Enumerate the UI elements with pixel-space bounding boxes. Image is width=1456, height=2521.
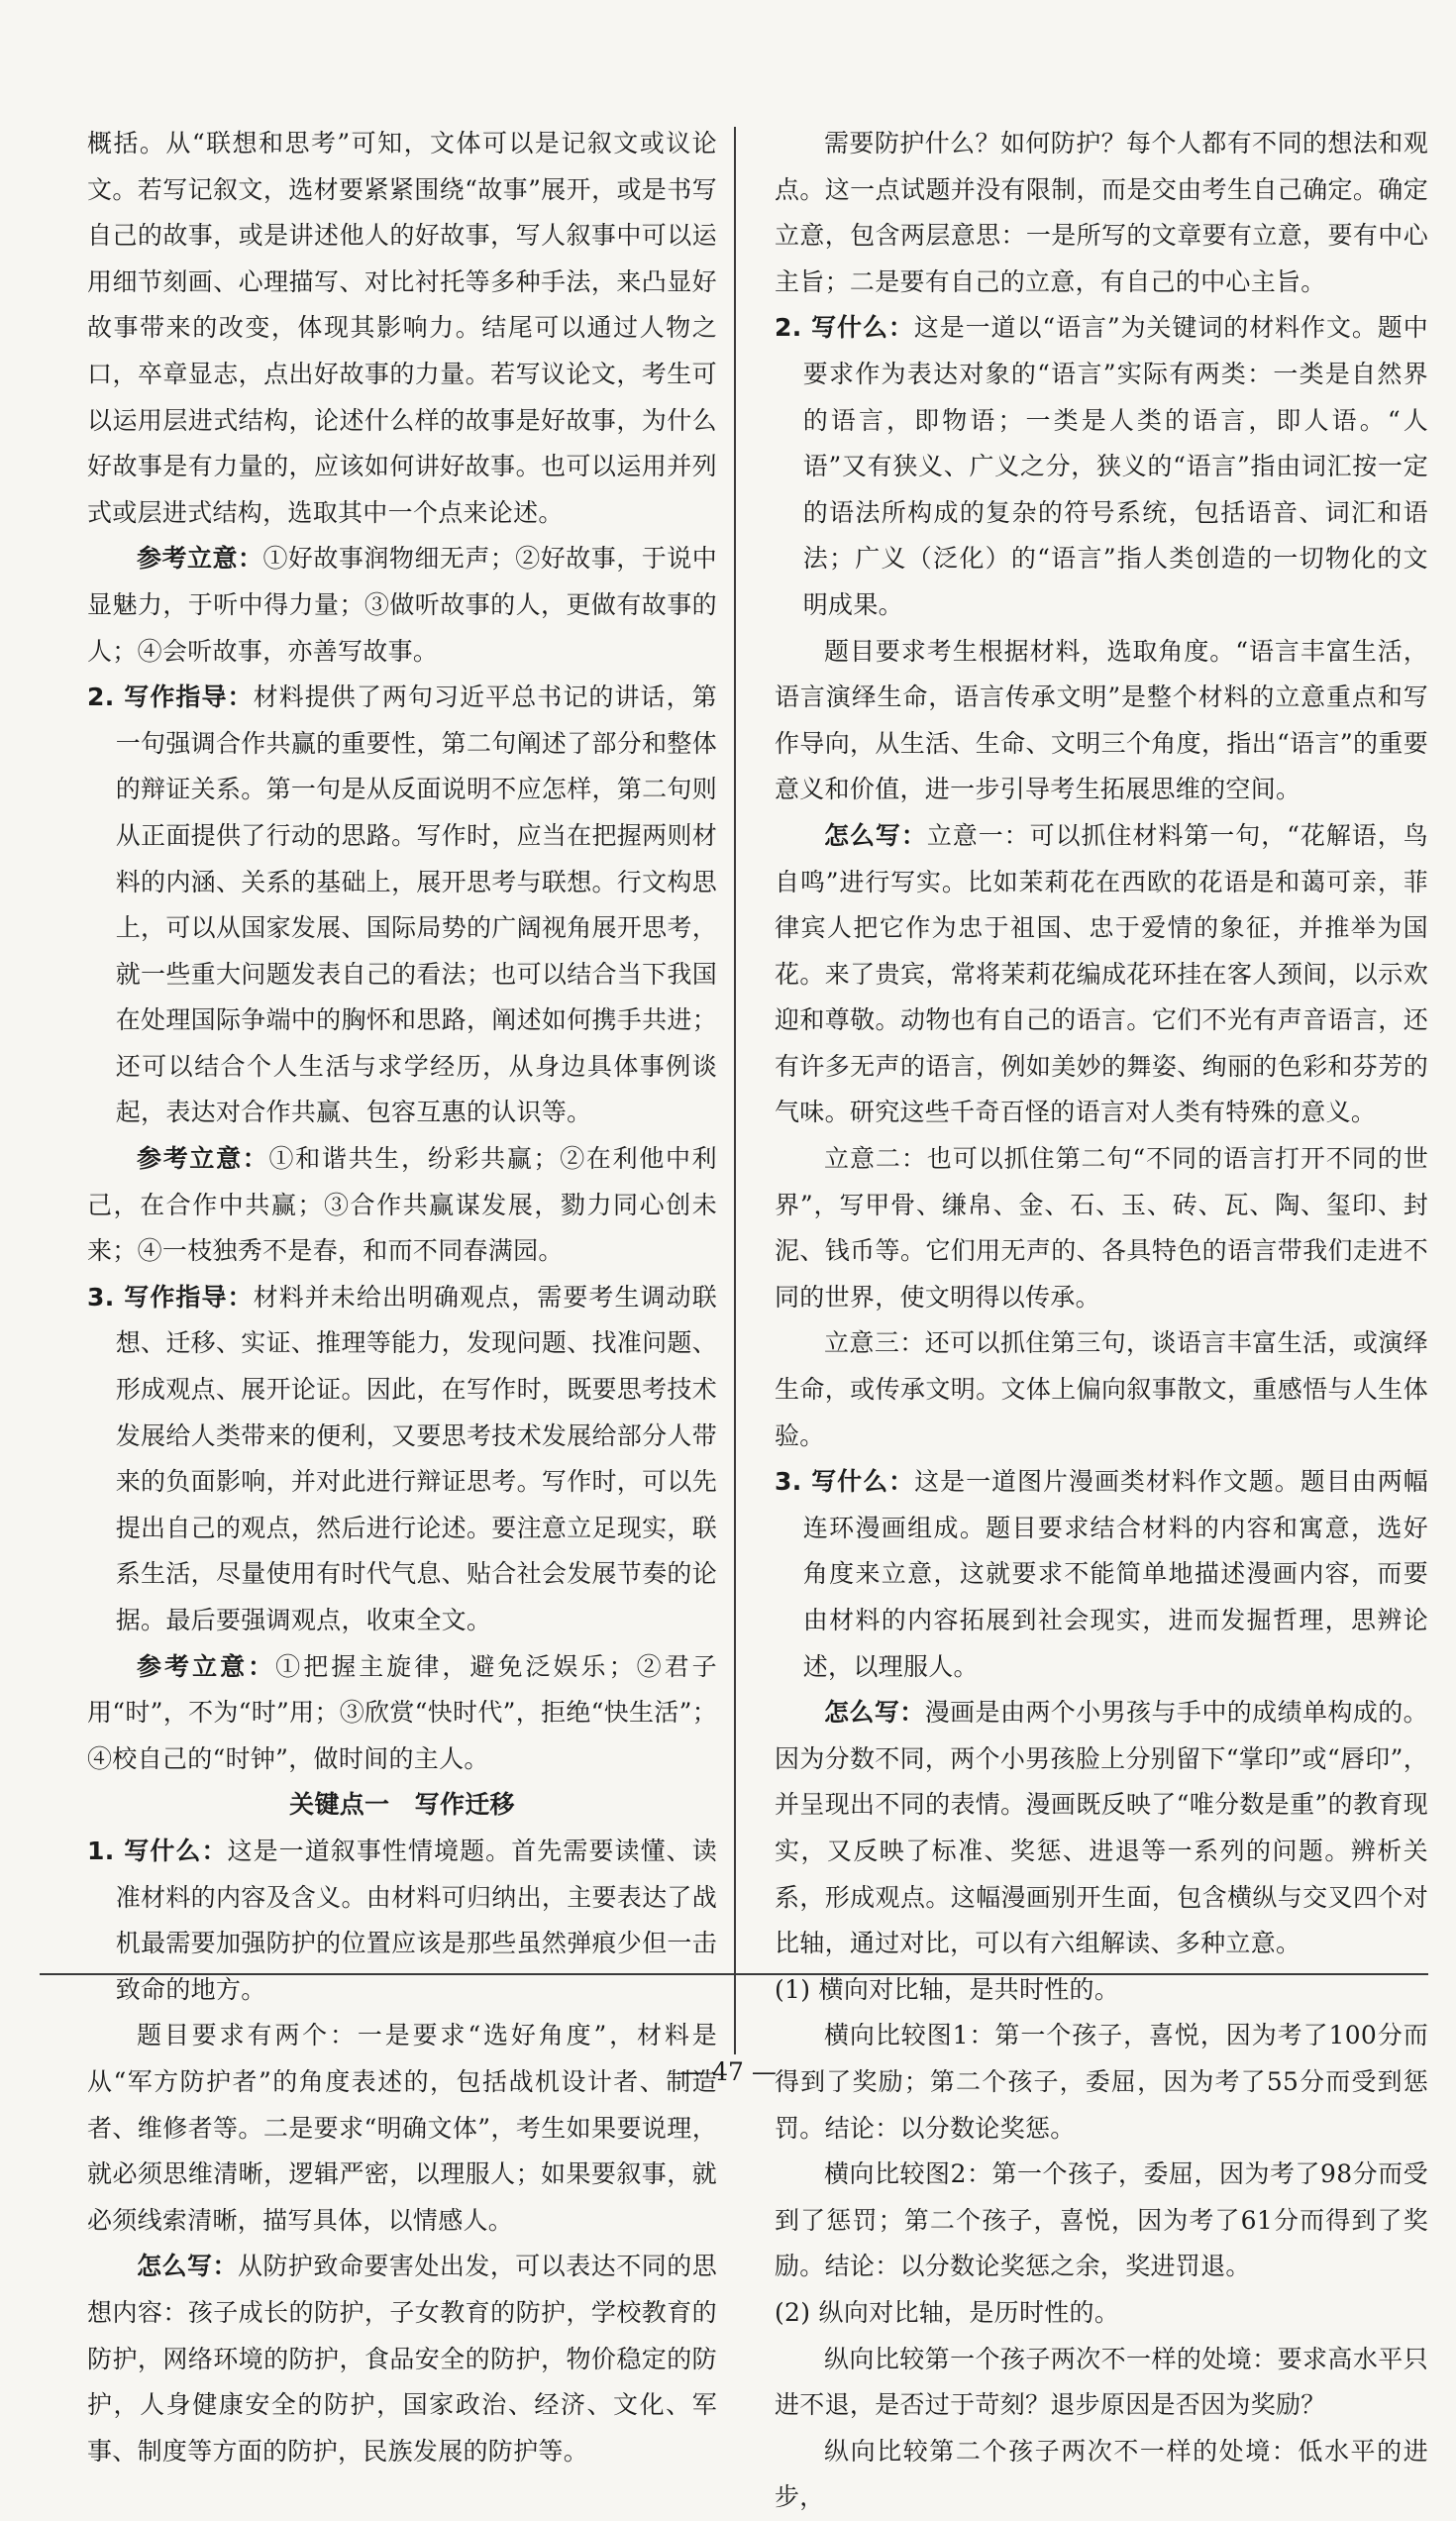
paragraph-text: 横向比较图1：第一个孩子，喜悦，因为考了100分而得到了奖励；第二个孩子，委屈，因为考了55分而受到惩罚。结论：以分数论奖惩。 — [775, 2021, 1428, 2143]
paragraph — [775, 1136, 1428, 1320]
paragraph — [775, 1459, 1428, 1690]
paragraph — [87, 675, 717, 1136]
item-number: 2. — [87, 683, 125, 712]
paragraph-text: (1) 横向对比轴，是共时性的。 — [775, 1974, 1120, 2004]
paragraph-text: 这是一道以“语言”为关键词的材料作文。题中要求作为表达对象的“语言”实际有两类：一类是自然界的语言，即物语；一类是人类的语言，即人语。“人语”又有狭义、广义之分，狭义的“语言”指由词汇按一定的语法所构成的复杂的符号系统，包括语音、词汇和语法；广义（泛化）的“语言”指人类创造的一切物化的文明成果。 — [802, 313, 1428, 619]
paragraph-text: 立意一：可以抓住材料第一句，“花解语，鸟自鸣”进行写实。比如茉莉花在西欧的花语是和蔼可亲，菲律宾人把它作为忠于祖国、忠于爱情的象征，并推举为国花。来了贵宾，常将茉莉花编成花环挂在客人颈间，以示欢迎和尊敬。动物也有自己的语言。它们不光有声音语言，还有许多无声的语言，例如美妙的舞姿、绚丽的色彩和芬芳的气味。研究这些千奇百怪的语言对人类有特殊的意义。 — [775, 820, 1428, 1127]
page-number: — 47 — — [679, 2057, 777, 2086]
paragraph — [775, 813, 1428, 1136]
paragraph — [775, 1320, 1428, 1459]
keyword-label: 参考立意： — [137, 544, 263, 574]
paragraph — [87, 2244, 717, 2474]
paragraph-text: 这是一道图片漫画类材料作文题。题目由两幅连环漫画组成。题目要求结合材料的内容和寓意，选好角度来立意，这就要求不能简单地描述漫画内容，而要由材料的内容拓展到社会现实，进而发掘哲理，思辨论述，以理服人。 — [802, 1467, 1429, 1681]
paragraph-text: 材料提供了两句习近平总书记的讲话，第一句强调合作共赢的重要性，第二句阐述了部分和整体的辩证关系。第一句是从反面说明不应怎样，第二句则从正面提供了行动的思路。写作时，应当在把握两则材料的内涵、关系的基础上，展开思考与联想。行文构思上，可以从国家发展、国际局势的广阔视角展开思考，就一些重大问题发表自己的看法；也可以结合当下我国在处理国际争端中的胸怀和思路，阐述如何携手共进；还可以结合个人生活与求学经历，从身边具体事例谈起，表达对合作共赢、包容互惠的认识等。 — [115, 683, 717, 1127]
item-number: 1. — [87, 1836, 125, 1865]
paragraph — [87, 2013, 717, 2244]
paragraph-text: 概括。从“联想和思考”可知，文体可以是记叙文或议论文。若写记叙文，选材要紧紧围绕“故事”展开，或是书写自己的故事，或是讲述他人的好故事，写人叙事中可以运用细节刻画、心理描写、对比衬托等多种手法，来凸显好故事带来的改变，体现其影响力。结尾可以通过人物之口，卒章显志，点出好故事的力量。若写议论文，考生可以运用层进式结构，论述什么样的故事是好故事，为什么好故事是有力量的，应该如何讲好故事。也可以运用并列式或层进式结构，选取其中一个点来论述。 — [87, 129, 717, 527]
paragraph — [775, 629, 1428, 813]
keyword-label: 参考立意： — [137, 1651, 276, 1681]
paragraph-text: 这是一道叙事性情境题。首先需要读懂、读准材料的内容及含义。由材料可归纳出，主要表达了战机最需要加强防护的位置应该是那些虽然弹痕少但一击致命的地方。 — [115, 1836, 718, 2004]
keyword-label: 怎么写： — [824, 820, 927, 850]
keyword-label: 写什么： — [124, 1836, 228, 1865]
bottom-rule — [40, 1973, 1428, 1975]
paragraph — [87, 536, 717, 675]
paragraph — [775, 2152, 1428, 2290]
keyword-label: 怎么写： — [137, 2252, 238, 2281]
paragraph-text: 题目要求考生根据材料，选取角度。“语言丰富生活，语言演绎生命，语言传承文明”是整个材料的立意重点和写作导向，从生活、生命、文明三个角度，指出“语言”的重要意义和价值，进一步引导考生拓展思维的空间。 — [775, 636, 1428, 804]
paragraph-text: ①和谐共生，纷彩共赢；②在利他中利己，在合作中共赢；③合作共赢谋发展，勠力同心创未来；④一枝独秀不是春，和而不同春满园。 — [87, 1144, 717, 1266]
right-column — [775, 121, 1428, 2521]
keyword-label: 写什么： — [811, 1467, 915, 1497]
paragraph — [87, 1275, 717, 1644]
column-divider — [734, 127, 736, 2054]
paragraph-text: 关键点一 写作迁移 — [289, 1790, 515, 1820]
keyword-label: 写什么： — [811, 313, 914, 343]
paragraph — [775, 121, 1428, 305]
paragraph — [87, 121, 717, 536]
paragraph — [775, 1690, 1428, 1967]
paragraph — [775, 2429, 1428, 2521]
paragraph-text: ①把握主旋律，避免泛娱乐；②君子用“时”，不为“时”用；③欣赏“快时代”，拒绝“快生活”；④校自己的“时钟”，做时间的主人。 — [87, 1651, 717, 1773]
keyword-label: 写作指导： — [124, 683, 254, 712]
section-heading — [87, 1782, 717, 1829]
item-number: 3. — [87, 1282, 125, 1312]
item-number: 3. — [775, 1467, 812, 1497]
paragraph-text: 纵向比较第二个孩子两次不一样的处境：低水平的进步， — [775, 2436, 1428, 2512]
paragraph-text: 纵向比较第一个孩子两次不一样的处境：要求高水平只进不退，是否过于苛刻？退步原因是否因为奖励？ — [775, 2344, 1428, 2420]
paragraph — [87, 1136, 717, 1275]
paragraph-text: 需要防护什么？如何防护？每个人都有不同的想法和观点。这一点试题并没有限制，而是交由考生自己确定。确定立意，包含两层意思：一是所写的文章要有立意，要有中心主旨；二是要有自己的立意，有自己的中心主旨。 — [775, 129, 1428, 296]
paragraph-text: ①好故事润物细无声；②好故事，于说中显魅力，于听中得力量；③做听故事的人，更做有故事的人；④会听故事，亦善写故事。 — [87, 544, 717, 666]
left-column — [87, 121, 717, 2474]
paragraph — [775, 2337, 1428, 2429]
keyword-label: 写作指导： — [124, 1282, 254, 1312]
paragraph-text: 题目要求有两个：一是要求“选好角度”，材料是从“军方防护者”的角度表述的，包括战机设计者、制造者、维修者等。二是要求“明确文体”，考生如果要说理，就必须思维清晰，逻辑严密，以理服人；如果要叙事，就必须线索清晰，描写具体，以情感人。 — [87, 2021, 717, 2235]
paragraph-text: 横向比较图2：第一个孩子，委屈，因为考了98分而受到了惩罚；第二个孩子，喜悦，因为考了61分而得到了奖励。结论：以分数论奖惩之余，奖进罚退。 — [775, 2159, 1428, 2281]
paragraph — [775, 305, 1428, 628]
paragraph-text: 漫画是由两个小男孩与手中的成绩单构成的。因为分数不同，两个小男孩脸上分别留下“掌印”或“唇印”，并呈现出不同的表情。漫画既反映了“唯分数是重”的教育现实，又反映了标准、奖惩、进退等一系列的问题。辨析关系，形成观点。这幅漫画别开生面，包含横纵与交叉四个对比轴，通过对比，可以有六组解读、多种立意。 — [775, 1698, 1428, 1958]
paragraph-text: (2) 纵向对比轴，是历时性的。 — [775, 2297, 1120, 2327]
paragraph — [87, 1829, 717, 2013]
keyword-label: 怎么写： — [824, 1698, 925, 1728]
paragraph-text: 立意二：也可以抓住第二句“不同的语言打开不同的世界”，写甲骨、缣帛、金、石、玉、砖、瓦、陶、玺印、封泥、钱币等。它们用无声的、各具特色的语言带我们走进不同的世界，使文明得以传承。 — [775, 1144, 1428, 1312]
paragraph — [87, 1644, 717, 1783]
paragraph — [775, 2290, 1428, 2337]
paragraph-text: 从防护致命要害处出发，可以表达不同的思想内容：孩子成长的防护，子女教育的防护，学校教育的防护，网络环境的防护，食品安全的防护，物价稳定的防护，人身健康安全的防护，国家政治、经济、文化、军事、制度等方面的防护，民族发展的防护等。 — [87, 2252, 718, 2466]
item-number: 2. — [775, 313, 812, 343]
paragraph-text: 材料并未给出明确观点，需要考生调动联想、迁移、实证、推理等能力，发现问题、找准问题、形成观点、展开论证。因此，在写作时，既要思考技术发展给人类带来的便利，又要思考技术发展给部分人带来的负面影响，并对此进行辩证思考。写作时，可以先提出自己的观点，然后进行论述。要注意立足现实，联系生活，尽量使用有时代气息、贴合社会发展节奏的论据。最后要强调观点，收束全文。 — [115, 1282, 717, 1634]
keyword-label: 参考立意： — [137, 1144, 269, 1174]
paragraph-text: 立意三：还可以抓住第三句，谈语言丰富生活，或演绎生命，或传承文明。文体上偏向叙事散文，重感悟与人生体验。 — [775, 1328, 1428, 1450]
